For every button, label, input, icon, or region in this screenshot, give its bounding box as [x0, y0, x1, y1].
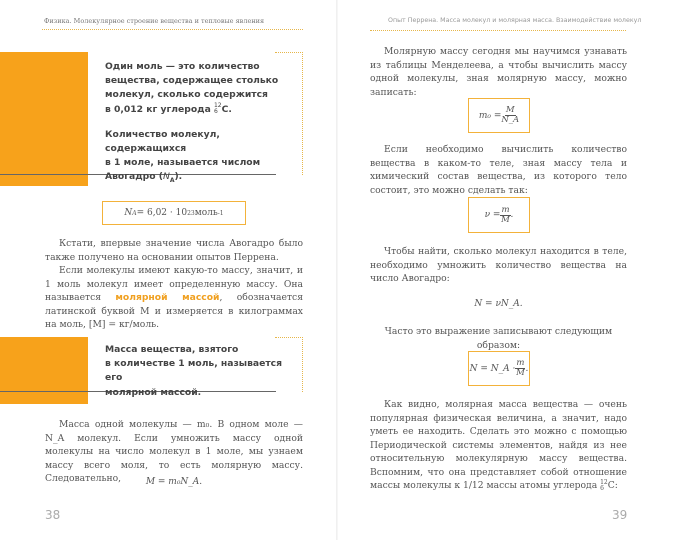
paragraph: Если молекулы имеют какую-то массу, значит, и 1 моль молекул имеет определенную массу. Она называется молярной массой, обозначается латинской буквой M и измеряется в килограммах на моль, [M] = кг/моль. [45, 265, 303, 330]
paragraph: Масса одной молекулы — m₀. В одном моле — N_A молекул. Если умножить массу одной молекулы на число молекул в 1 моле, мы узнаем массу всего моля, то есть молярную массу. Следовательно, [45, 419, 303, 484]
avogadro-formula-box: N A = 6,02 · 10 23 моль -1 [102, 201, 246, 225]
running-header-left: Физика. Молекулярное строение вещества и тепловые явления [44, 17, 265, 25]
formula-molar-mass: M = m₀N_A. [145, 477, 203, 487]
definition-mole: Один моль — это количество вещества, содержащее столько молекул, сколько содержится в 0,012 кг углерода 12 6 C. Количество молекул, содержащихся в 1 моле, называется числом Авогадро $(N_A)$. [105, 61, 279, 185]
header-divider [42, 29, 303, 30]
paragraph: Молярную массу сегодня мы научимся узнавать из таблицы Менделеева, а чтобы вычислить массу одной молекулы, зная молярную массу, можно записать: [370, 46, 627, 98]
page-number: 39 [612, 508, 628, 522]
header-divider [370, 30, 626, 31]
paragraph: Часто это выражение записывают следующим образом: [384, 326, 613, 351]
running-header-right: Опыт Перрена. Масса молекул и молярная масса. Взаимодействие молекул [388, 17, 642, 24]
formula-box-nu: ν = $\frac{m}{M}$ . [468, 197, 530, 233]
formula-N: N = νN_A. [474, 299, 523, 309]
paragraph: Кстати, впервые значение числа Авогадро было также получено на основании опытов Перрена. [45, 238, 303, 263]
book-gutter [336, 0, 338, 540]
paragraph: Чтобы найти, сколько молекул находится в теле, необходимо умножить количество вещества на число Авогадро: [370, 246, 627, 284]
formula-box-N: N = N_A · $\frac{m}{M}$ . [468, 351, 530, 386]
accent-block [0, 52, 88, 186]
accent-block [0, 337, 88, 404]
highlight-term: молярной массой [115, 292, 220, 303]
paragraph: Если необходимо вычислить количество вещества в каком-то теле, зная массу тела и химический состав вещества, из которого тело состоит, это можно сделать так: [370, 144, 627, 196]
definition-molar-mass: Масса вещества, взятого в количестве 1 моль, называется его молярной массой. [105, 344, 283, 398]
paragraph: Как видно, молярная масса вещества — очень популярная физическая величина, а значит, надо уметь ее находить. Сделать это можно с помощью Периодической системы элементов, найдя из нее относительную молекулярную массу вещества. Вспомним, что она представляет собой отношение массы молекулы к 1/12 массы атомы углерода 12 6 C: [370, 399, 627, 492]
formula-box-m0: m₀ = $\frac{M}{N\_A}$ [468, 98, 530, 133]
page-number: 38 [45, 508, 61, 522]
